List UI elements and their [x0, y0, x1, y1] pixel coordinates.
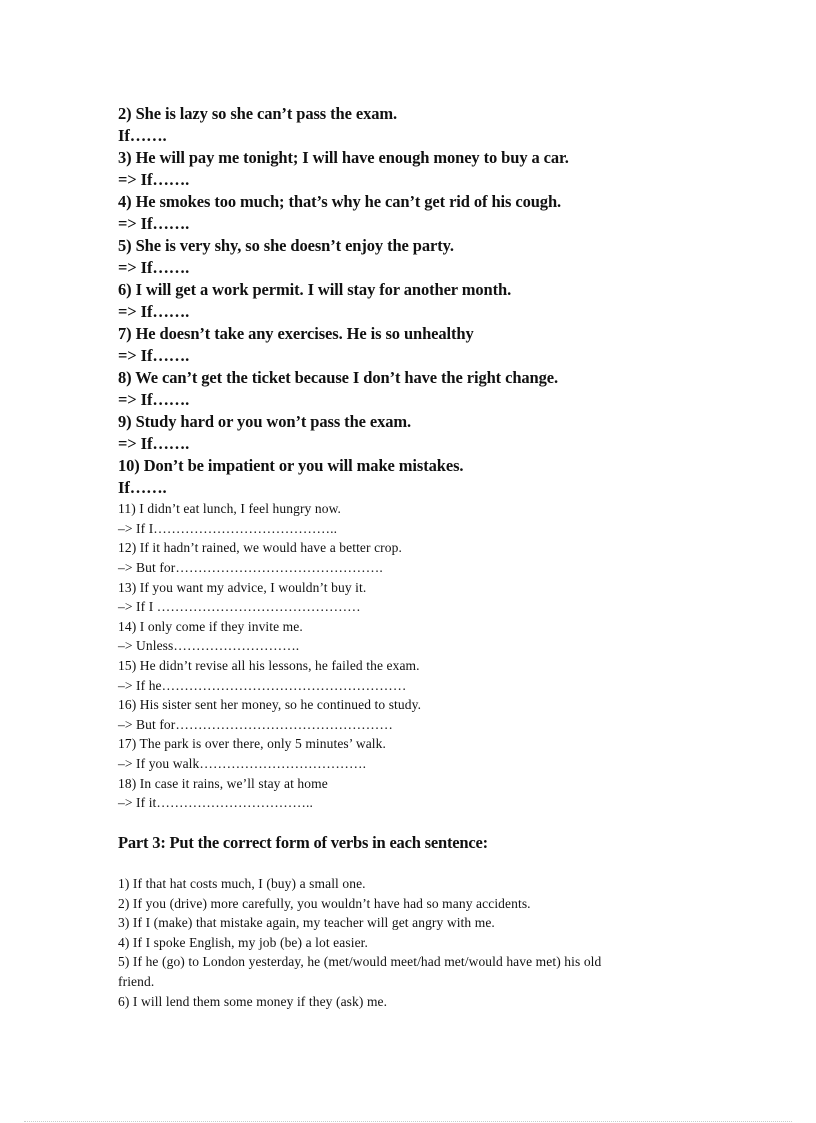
question-18: 18) In case it rains, we’ll stay at home — [118, 776, 328, 791]
part3-item-5: 5) If he (go) to London yesterday, he (met/would meet/had met/would have met) his old — [118, 954, 602, 969]
answer-line-15: –> If he……………………………………………… — [118, 678, 407, 693]
question-8: 8) We can’t get the ticket because I don’t have the right change. — [118, 368, 559, 387]
question-3: 3) He will pay me tonight; I will have enough money to buy a car. — [118, 148, 569, 167]
question-2: 2) She is lazy so she can’t pass the exam. — [118, 104, 398, 123]
question-4: 4) He smokes too much; that’s why he can’t get rid of his cough. — [118, 192, 562, 211]
answer-line-4: => If……. — [118, 214, 190, 233]
answer-line-17: –> If you walk………………………………. — [118, 756, 367, 771]
part3-item-5-continued: friend. — [118, 974, 155, 989]
question-10: 10) Don’t be impatient or you will make mistakes. — [118, 456, 464, 475]
answer-line-7: => If……. — [118, 346, 190, 365]
question-14: 14) I only come if they invite me. — [118, 619, 303, 634]
question-6: 6) I will get a work permit. I will stay for another month. — [118, 280, 512, 299]
answer-line-9: => If……. — [118, 434, 190, 453]
question-12: 12) If it hadn’t rained, we would have a better crop. — [118, 540, 402, 555]
part3-item-4: 4) If I spoke English, my job (be) a lot easier. — [118, 935, 368, 950]
part3-item-2: 2) If you (drive) more carefully, you wouldn’t have had so many accidents. — [118, 896, 531, 911]
part3-item-6: 6) I will lend them some money if they (ask) me. — [118, 994, 388, 1009]
answer-line-13: –> If I ……………………………………… — [118, 599, 361, 614]
answer-line-10: If……. — [118, 478, 167, 497]
answer-line-14: –> Unless………………………. — [118, 638, 300, 653]
answer-line-8: => If……. — [118, 390, 190, 409]
answer-line-5: => If……. — [118, 258, 190, 277]
question-15: 15) He didn’t revise all his lessons, he failed the exam. — [118, 658, 420, 673]
answer-line-12: –> But for………………………………………. — [118, 560, 383, 575]
question-13: 13) If you want my advice, I wouldn’t buy it. — [118, 580, 367, 595]
answer-line-3: => If……. — [118, 170, 190, 189]
question-7: 7) He doesn’t take any exercises. He is so unhealthy — [118, 324, 474, 343]
answer-line-6: => If……. — [118, 302, 190, 321]
question-11: 11) I didn’t eat lunch, I feel hungry now. — [118, 501, 342, 516]
part3-item-1: 1) If that hat costs much, I (buy) a small one. — [118, 876, 366, 891]
answer-line-16: –> But for………………………………………… — [118, 717, 393, 732]
question-17: 17) The park is over there, only 5 minutes’ walk. — [118, 736, 386, 751]
part3-heading: Part 3: Put the correct form of verbs in each sentence: — [118, 833, 488, 852]
question-16: 16) His sister sent her money, so he continued to study. — [118, 697, 422, 712]
question-9: 9) Study hard or you won’t pass the exam. — [118, 412, 412, 431]
question-5: 5) She is very shy, so she doesn’t enjoy the party. — [118, 236, 454, 255]
page-bottom-divider — [24, 1121, 792, 1122]
part3-item-3: 3) If I (make) that mistake again, my teacher will get angry with me. — [118, 915, 495, 930]
answer-line-11: –> If I………………………………….. — [118, 521, 338, 536]
answer-line-18: –> If it…………………………….. — [118, 795, 313, 810]
answer-line-2: If……. — [118, 126, 167, 145]
